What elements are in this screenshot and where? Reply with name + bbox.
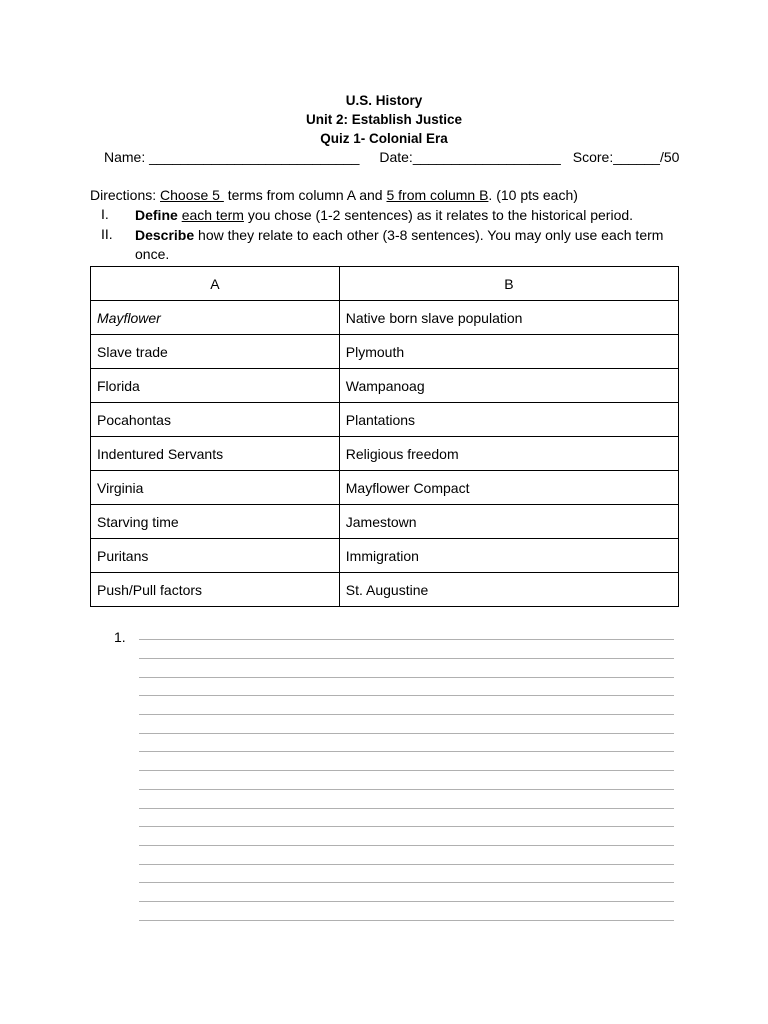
answer-line[interactable] [139, 695, 674, 696]
table-header-row [91, 267, 679, 301]
score-total: /50 [659, 149, 680, 165]
answer-line[interactable] [139, 845, 674, 846]
table-row [91, 539, 679, 573]
term-b: Wampanoag [339, 369, 678, 403]
answer-line[interactable] [139, 808, 674, 809]
answer-line[interactable] [139, 864, 674, 865]
score-field[interactable]: ______ [613, 149, 660, 165]
date-label: Date: [379, 149, 413, 165]
table-row [91, 471, 679, 505]
table-row [91, 335, 679, 369]
step-text: how they relate to each other (3-8 sentences). You may only use each term once. [135, 227, 664, 262]
term-a: Mayflower [91, 301, 340, 335]
course-title: U.S. History [345, 93, 423, 108]
directions-suffix: . (10 pts each) [488, 187, 578, 203]
directions-middle: terms from column A and [223, 187, 387, 203]
score-label: Score: [572, 149, 614, 165]
term-a: Pocahontas [91, 403, 340, 437]
table-row [91, 505, 679, 539]
name-label: Name: [104, 149, 150, 165]
step-keyword: Describe [135, 227, 195, 243]
student-info-row [104, 149, 679, 165]
term-a: Virginia [91, 471, 340, 505]
term-b: Jamestown [339, 505, 678, 539]
answer-line[interactable] [139, 826, 674, 827]
term-b: Native born slave population [339, 301, 678, 335]
answer-line[interactable] [139, 789, 674, 790]
answer-line[interactable] [139, 770, 674, 771]
answer-line[interactable] [139, 882, 674, 883]
term-b: Religious freedom [339, 437, 678, 471]
name-field[interactable]: ___________________________ [149, 149, 360, 165]
terms-table [90, 266, 679, 607]
directions-from-b: 5 from column B [386, 187, 489, 203]
table-row [91, 403, 679, 437]
table-row [91, 437, 679, 471]
column-b-header: B [339, 267, 678, 301]
step-numeral: II. [101, 226, 113, 242]
term-a: Push/Pull factors [91, 573, 340, 607]
step-underlined: each term [181, 207, 244, 223]
term-b: Mayflower Compact [339, 471, 678, 505]
step-text: you chose (1-2 sentences) as it relates to the historical period. [243, 207, 634, 223]
table-row [91, 301, 679, 335]
answer-line[interactable] [139, 639, 674, 640]
term-a: Indentured Servants [91, 437, 340, 471]
table-row [91, 573, 679, 607]
term-b: Plantations [339, 403, 678, 437]
answer-number: 1. [114, 629, 126, 645]
answer-line[interactable] [139, 751, 674, 752]
unit-title: Unit 2: Establish Justice [305, 112, 463, 127]
term-a: Slave trade [91, 335, 340, 369]
term-a: Florida [91, 369, 340, 403]
answer-line[interactable] [139, 920, 674, 921]
answer-line[interactable] [139, 658, 674, 659]
step-numeral: I. [101, 206, 109, 222]
term-b: Immigration [339, 539, 678, 573]
answer-line[interactable] [139, 901, 674, 902]
answer-line[interactable] [139, 677, 674, 678]
step-keyword: Define [135, 207, 178, 223]
term-b: Plymouth [339, 335, 678, 369]
term-b: St. Augustine [339, 573, 678, 607]
term-a: Puritans [91, 539, 340, 573]
column-a-header: A [91, 267, 340, 301]
date-field[interactable]: ___________________ [412, 149, 561, 165]
directions [90, 187, 578, 203]
answer-line[interactable] [139, 733, 674, 734]
directions-prefix: Directions: [90, 187, 161, 203]
table-row [91, 369, 679, 403]
quiz-title: Quiz 1- Colonial Era [320, 131, 448, 146]
term-a: Starving time [91, 505, 340, 539]
answer-line[interactable] [139, 714, 674, 715]
directions-choose: Choose 5 [160, 187, 224, 203]
